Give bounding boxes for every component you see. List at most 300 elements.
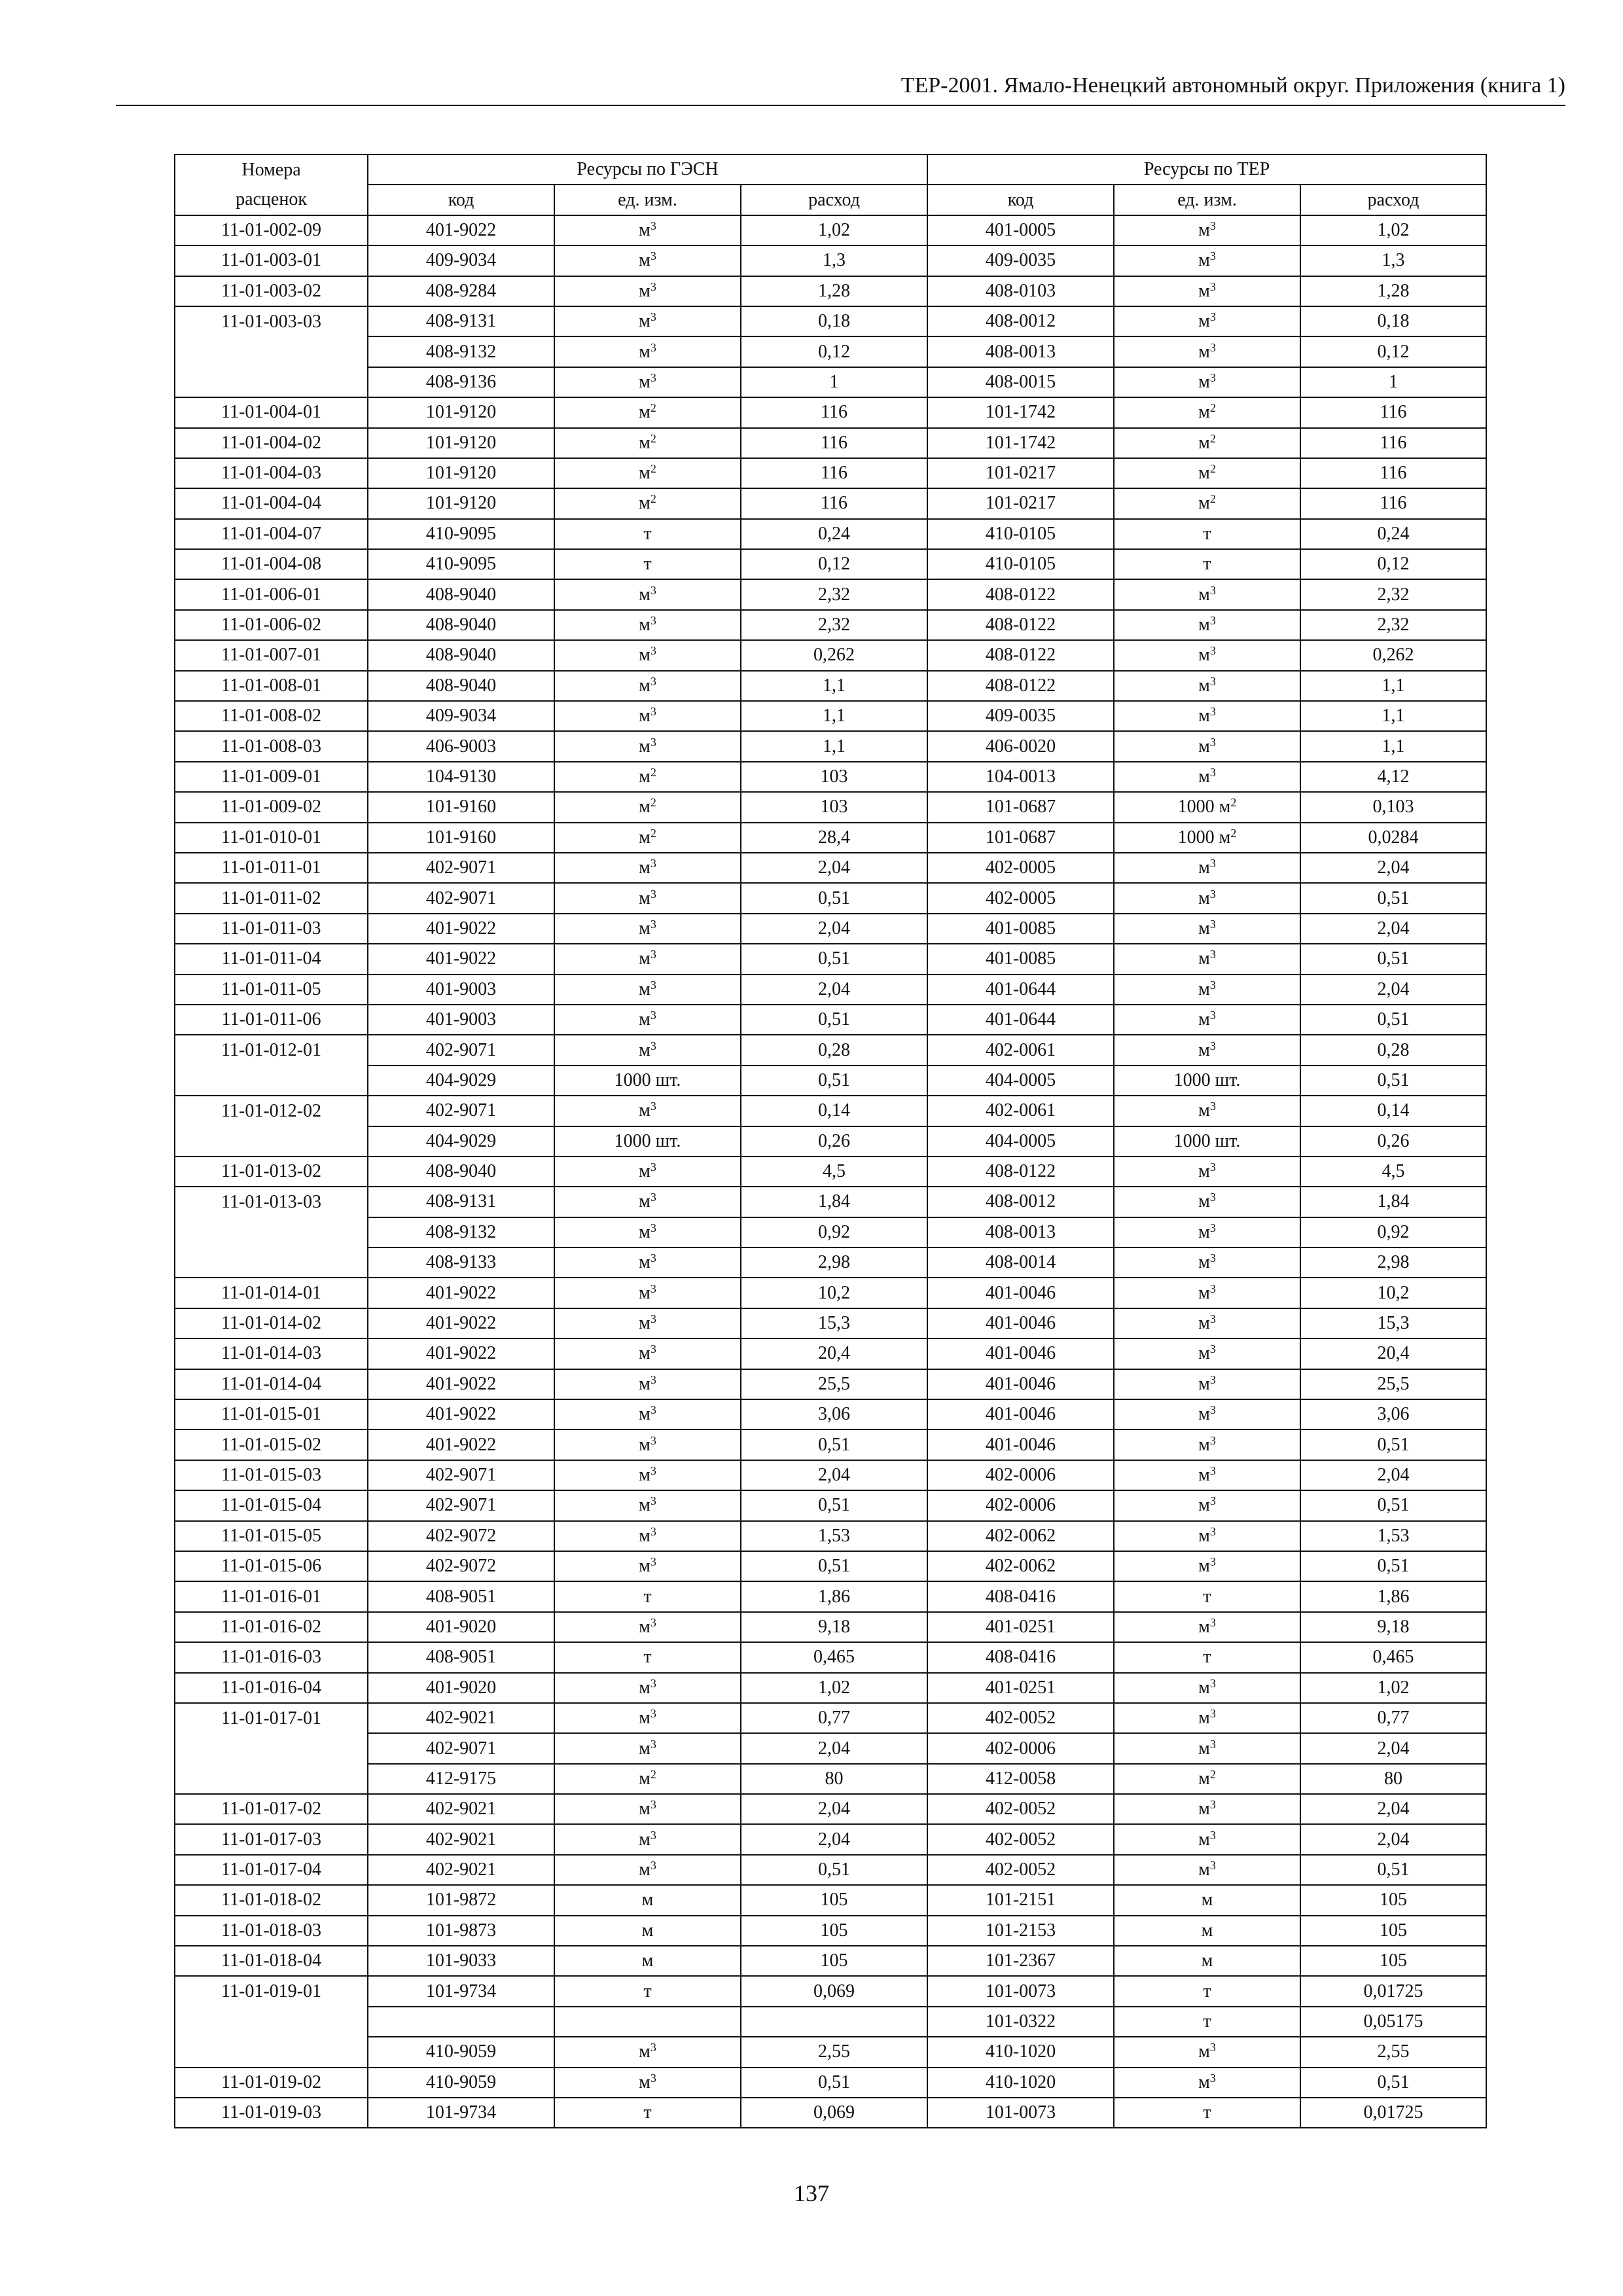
gesn-unit-cell: $м^3$: [554, 1703, 741, 1733]
rate-number-cell: [175, 1217, 368, 1247]
rate-number-cell: 11-01-015-04: [175, 1490, 368, 1520]
gesn-unit-cell: $м^3$: [554, 1429, 741, 1460]
gesn-consumption-cell: 2,32: [741, 610, 927, 640]
gesn-unit-cell: $м^3$: [554, 1490, 741, 1520]
ter-consumption-cell: 2,32: [1300, 579, 1486, 609]
unit-exponent: 3: [1209, 1312, 1216, 1326]
ter-consumption-cell: 105: [1300, 1946, 1486, 1976]
ter-consumption-cell: 1,1: [1300, 671, 1486, 701]
gesn-consumption-cell: 80: [741, 1764, 927, 1794]
col-header-gesn-unit: ед. изм.: [554, 185, 741, 215]
table-row: [175, 1278, 1486, 1308]
ter-unit-cell: $м^3$: [1114, 853, 1300, 883]
ter-consumption-cell: 1,3: [1300, 245, 1486, 276]
rate-number-cell: [175, 2037, 368, 2067]
gesn-consumption-cell: 1,1: [741, 701, 927, 731]
rate-number-cell: 11-01-015-01: [175, 1399, 368, 1429]
gesn-consumption-cell: 0,51: [741, 1551, 927, 1581]
gesn-code-cell: 402-9021: [368, 1794, 554, 1824]
rate-number-cell: 11-01-013-03: [175, 1187, 368, 1217]
gesn-consumption-cell: 1,02: [741, 215, 927, 245]
unit-exponent: 2: [1209, 431, 1216, 445]
gesn-unit-cell: $м^3$: [554, 1157, 741, 1187]
ter-unit-cell: $м^3$: [1114, 1703, 1300, 1733]
gesn-code-cell: 401-9022: [368, 1278, 554, 1308]
ter-code-cell: 408-0012: [927, 1187, 1114, 1217]
ter-unit-cell: т: [1114, 549, 1300, 579]
ter-unit-cell: $м^3$: [1114, 215, 1300, 245]
page-number: 137: [794, 2180, 829, 2206]
rate-number-cell: 11-01-019-02: [175, 2068, 368, 2098]
ter-unit-cell: $м^3$: [1114, 1460, 1300, 1490]
ter-code-cell: 101-2153: [927, 1916, 1114, 1946]
unit-exponent: 3: [650, 1372, 656, 1386]
ter-consumption-cell: 1,02: [1300, 215, 1486, 245]
gesn-consumption-cell: 103: [741, 792, 927, 822]
gesn-consumption-cell: 0,51: [741, 2068, 927, 2098]
unit-exponent: 3: [650, 1100, 656, 1113]
rate-number-cell: 11-01-016-01: [175, 1581, 368, 1611]
ter-code-cell: 410-1020: [927, 2037, 1114, 2067]
ter-code-cell: 401-0251: [927, 1612, 1114, 1642]
unit-exponent: 3: [1209, 1707, 1216, 1721]
gesn-code-cell: 101-9120: [368, 397, 554, 427]
rate-number-cell: 11-01-014-02: [175, 1308, 368, 1338]
gesn-unit-cell: $м^3$: [554, 336, 741, 367]
unit-exponent: 2: [1209, 401, 1216, 415]
gesn-code-cell: 401-9022: [368, 1399, 554, 1429]
ter-code-cell: 101-0073: [927, 2098, 1114, 2128]
unit-exponent: 3: [650, 614, 656, 628]
unit-exponent: 3: [1209, 249, 1216, 263]
ter-unit-cell: т: [1114, 519, 1300, 549]
unit-exponent: 3: [1209, 735, 1216, 749]
gesn-code-cell: 101-9160: [368, 792, 554, 822]
ter-unit-cell: $м^3$: [1114, 610, 1300, 640]
unit-exponent: 3: [1209, 1463, 1216, 1477]
gesn-unit-cell: $м^3$: [554, 1308, 741, 1338]
gesn-consumption-cell: 0,51: [741, 944, 927, 974]
gesn-code-cell: 408-9040: [368, 579, 554, 609]
gesn-unit-cell: 1000 шт.: [554, 1126, 741, 1157]
col-header-gesn-consumption: расход: [741, 185, 927, 215]
ter-code-cell: 408-0122: [927, 610, 1114, 640]
gesn-consumption-cell: 1,86: [741, 1581, 927, 1611]
ter-unit-cell: $м^3$: [1114, 1369, 1300, 1399]
ter-consumption-cell: 9,18: [1300, 1612, 1486, 1642]
gesn-unit-cell: $м^3$: [554, 1551, 741, 1581]
table-row: [175, 1187, 1486, 1217]
rate-number-cell: 11-01-006-01: [175, 579, 368, 609]
gesn-code-cell: 410-9095: [368, 549, 554, 579]
gesn-code-cell: 408-9040: [368, 610, 554, 640]
rate-number-cell: 11-01-015-06: [175, 1551, 368, 1581]
ter-consumption-cell: 116: [1300, 397, 1486, 427]
rate-number-cell: 11-01-014-03: [175, 1338, 368, 1369]
unit-exponent: 2: [650, 1767, 656, 1781]
gesn-consumption-cell: 116: [741, 488, 927, 518]
ter-code-cell: 401-0046: [927, 1429, 1114, 1460]
gesn-consumption-cell: 2,55: [741, 2037, 927, 2067]
gesn-code-cell: 401-9022: [368, 215, 554, 245]
unit-exponent: 3: [650, 674, 656, 688]
unit-exponent: 3: [1209, 310, 1216, 324]
ter-code-cell: 101-0322: [927, 2007, 1114, 2037]
gesn-consumption-cell: [741, 2007, 927, 2037]
ter-consumption-cell: 2,04: [1300, 1733, 1486, 1763]
table-row: [175, 519, 1486, 549]
unit-exponent: 3: [1209, 917, 1216, 931]
unit-exponent: 3: [650, 1312, 656, 1326]
gesn-unit-cell: $м^3$: [554, 1460, 741, 1490]
unit-exponent: 3: [650, 1342, 656, 1356]
ter-unit-cell: $м^3$: [1114, 2068, 1300, 2098]
gesn-unit-cell: $м^3$: [554, 215, 741, 245]
resources-table: [174, 154, 1487, 2128]
gesn-consumption-cell: 1,1: [741, 671, 927, 701]
table-row: [175, 1764, 1486, 1794]
gesn-code-cell: 408-9040: [368, 640, 554, 670]
gesn-code-cell: 410-9059: [368, 2068, 554, 2098]
rate-number-cell: 11-01-015-02: [175, 1429, 368, 1460]
ter-code-cell: 406-0020: [927, 731, 1114, 761]
gesn-consumption-cell: 1,84: [741, 1187, 927, 1217]
gesn-unit-cell: $м^2$: [554, 823, 741, 853]
unit-exponent: 3: [650, 1707, 656, 1721]
gesn-consumption-cell: 2,04: [741, 914, 927, 944]
gesn-consumption-cell: 2,04: [741, 1460, 927, 1490]
gesn-unit-cell: $м^2$: [554, 762, 741, 792]
ter-consumption-cell: 3,06: [1300, 1399, 1486, 1429]
table-row: [175, 2037, 1486, 2067]
rate-number-cell: 11-01-009-01: [175, 762, 368, 792]
ter-unit-cell: $м^3$: [1114, 944, 1300, 974]
ter-code-cell: 402-0005: [927, 883, 1114, 913]
gesn-unit-cell: $м^3$: [554, 1612, 741, 1642]
ter-consumption-cell: 2,55: [1300, 2037, 1486, 2067]
rate-number-cell: 11-01-019-03: [175, 2098, 368, 2128]
ter-consumption-cell: 105: [1300, 1885, 1486, 1915]
table-row: [175, 1612, 1486, 1642]
ter-unit-cell: $м^3$: [1114, 1794, 1300, 1824]
gesn-code-cell: 101-9734: [368, 2098, 554, 2128]
ter-consumption-cell: 0,01725: [1300, 1976, 1486, 2006]
group-header-gesn: Ресурсы по ГЭСН: [368, 154, 927, 185]
ter-unit-cell: $м^3$: [1114, 1096, 1300, 1126]
gesn-code-cell: 408-9051: [368, 1581, 554, 1611]
table-row: [175, 1005, 1486, 1035]
ter-consumption-cell: 0,12: [1300, 336, 1486, 367]
rate-number-cell: [175, 2007, 368, 2037]
unit-exponent: 3: [1209, 1615, 1216, 1629]
table-row: [175, 1217, 1486, 1247]
gesn-code-cell: 402-9021: [368, 1703, 554, 1733]
ter-consumption-cell: 0,51: [1300, 1429, 1486, 1460]
gesn-unit-cell: $м^3$: [554, 1673, 741, 1703]
gesn-code-cell: 401-9003: [368, 975, 554, 1005]
ter-unit-cell: $м^3$: [1114, 1551, 1300, 1581]
unit-exponent: 3: [650, 1009, 656, 1022]
ter-consumption-cell: 1: [1300, 367, 1486, 397]
ter-consumption-cell: 0,51: [1300, 1005, 1486, 1035]
unit-exponent: 3: [650, 1463, 656, 1477]
col-header-ter-code: код: [927, 185, 1114, 215]
gesn-consumption-cell: 0,12: [741, 549, 927, 579]
rate-number-cell: 11-01-003-01: [175, 245, 368, 276]
ter-consumption-cell: 4,5: [1300, 1157, 1486, 1187]
ter-unit-cell: $м^3$: [1114, 1673, 1300, 1703]
table-row: [175, 1157, 1486, 1187]
ter-code-cell: 408-0013: [927, 336, 1114, 367]
table-row: [175, 397, 1486, 427]
gesn-unit-cell: $м^3$: [554, 1278, 741, 1308]
gesn-unit-cell: $м^3$: [554, 610, 741, 640]
ter-consumption-cell: 0,18: [1300, 306, 1486, 336]
gesn-unit-cell: $м^3$: [554, 276, 741, 306]
gesn-unit-cell: $м^3$: [554, 1733, 741, 1763]
unit-exponent: 3: [1209, 1859, 1216, 1873]
rate-number-cell: 11-01-011-01: [175, 853, 368, 883]
unit-exponent: 3: [650, 644, 656, 658]
table-row: [175, 731, 1486, 761]
ter-code-cell: 408-0012: [927, 306, 1114, 336]
ter-unit-cell: $м^2$: [1114, 397, 1300, 427]
ter-code-cell: 401-0644: [927, 975, 1114, 1005]
ter-consumption-cell: 1,28: [1300, 276, 1486, 306]
unit-exponent: 3: [1209, 1160, 1216, 1174]
gesn-unit-cell: $м^3$: [554, 640, 741, 670]
ter-unit-cell: $м^3$: [1114, 1247, 1300, 1278]
unit-exponent: 3: [1209, 583, 1216, 597]
gesn-consumption-cell: 1,28: [741, 276, 927, 306]
ter-code-cell: 402-0052: [927, 1824, 1114, 1854]
ter-code-cell: 402-0061: [927, 1096, 1114, 1126]
ter-unit-cell: $м^3$: [1114, 1035, 1300, 1065]
gesn-consumption-cell: 105: [741, 1885, 927, 1915]
ter-consumption-cell: 0,0284: [1300, 823, 1486, 853]
ter-code-cell: 408-0013: [927, 1217, 1114, 1247]
rate-number-cell: 11-01-015-03: [175, 1460, 368, 1490]
ter-consumption-cell: 0,92: [1300, 1217, 1486, 1247]
unit-exponent: 2: [650, 796, 656, 810]
unit-exponent: 3: [650, 2071, 656, 2085]
unit-exponent: 3: [650, 1191, 656, 1204]
gesn-code-cell: 402-9071: [368, 1035, 554, 1065]
table-row: [175, 944, 1486, 974]
gesn-consumption-cell: 2,32: [741, 579, 927, 609]
ter-consumption-cell: 0,103: [1300, 792, 1486, 822]
unit-exponent: 3: [650, 1555, 656, 1569]
ter-code-cell: 101-0217: [927, 488, 1114, 518]
gesn-unit-cell: $м^2$: [554, 488, 741, 518]
table-row: [175, 1035, 1486, 1065]
rate-number-cell: 11-01-016-02: [175, 1612, 368, 1642]
ter-unit-cell: $м^3$: [1114, 1187, 1300, 1217]
gesn-unit-cell: $м^3$: [554, 914, 741, 944]
gesn-unit-cell: $м^3$: [554, 306, 741, 336]
rate-number-cell: 11-01-011-06: [175, 1005, 368, 1035]
unit-exponent: 2: [650, 462, 656, 476]
table-body: [175, 215, 1486, 2128]
rate-number-cell: [175, 336, 368, 367]
unit-exponent: 3: [1209, 1100, 1216, 1113]
gesn-unit-cell: $м^3$: [554, 2068, 741, 2098]
ter-code-cell: 101-0073: [927, 1976, 1114, 2006]
unit-exponent: 3: [650, 249, 656, 263]
ter-consumption-cell: 0,14: [1300, 1096, 1486, 1126]
rate-number-cell: 11-01-017-02: [175, 1794, 368, 1824]
ter-unit-cell: 1000 $м^2$: [1114, 823, 1300, 853]
gesn-code-cell: 101-9160: [368, 823, 554, 853]
gesn-code-cell: 412-9175: [368, 1764, 554, 1794]
rate-number-cell: 11-01-003-02: [175, 276, 368, 306]
ter-unit-cell: т: [1114, 2098, 1300, 2128]
ter-code-cell: 408-0015: [927, 367, 1114, 397]
gesn-consumption-cell: 3,06: [741, 1399, 927, 1429]
unit-exponent: 3: [1209, 1403, 1216, 1417]
ter-code-cell: 401-0005: [927, 215, 1114, 245]
unit-exponent: 3: [650, 917, 656, 931]
table-row: [175, 1581, 1486, 1611]
unit-exponent: 3: [650, 887, 656, 901]
ter-consumption-cell: 0,51: [1300, 2068, 1486, 2098]
gesn-code-cell: 404-9029: [368, 1066, 554, 1096]
gesn-unit-cell: $м^3$: [554, 1187, 741, 1217]
rate-number-cell: 11-01-004-02: [175, 428, 368, 458]
unit-exponent: 3: [650, 1798, 656, 1812]
table-row: [175, 458, 1486, 488]
ter-unit-cell: $м^3$: [1114, 1399, 1300, 1429]
rate-number-cell: 11-01-008-02: [175, 701, 368, 731]
unit-exponent: 3: [1209, 1342, 1216, 1356]
unit-exponent: 3: [1209, 2041, 1216, 2054]
ter-unit-cell: $м^3$: [1114, 276, 1300, 306]
gesn-consumption-cell: 2,04: [741, 1794, 927, 1824]
gesn-unit-cell: т: [554, 549, 741, 579]
gesn-unit-cell: $м^3$: [554, 853, 741, 883]
ter-unit-cell: $м^3$: [1114, 1490, 1300, 1520]
unit-exponent: 3: [1209, 1282, 1216, 1295]
unit-exponent: 3: [1209, 614, 1216, 628]
gesn-consumption-cell: 0,465: [741, 1642, 927, 1672]
gesn-code-cell: 401-9020: [368, 1673, 554, 1703]
rate-number-cell: 11-01-014-04: [175, 1369, 368, 1399]
ter-unit-cell: $м^3$: [1114, 701, 1300, 731]
table-row: [175, 428, 1486, 458]
ter-code-cell: 402-0052: [927, 1703, 1114, 1733]
ter-unit-cell: $м^2$: [1114, 458, 1300, 488]
gesn-consumption-cell: 0,14: [741, 1096, 927, 1126]
rate-number-cell: 11-01-010-01: [175, 823, 368, 853]
ter-code-cell: 409-0035: [927, 245, 1114, 276]
rate-number-cell: 11-01-013-02: [175, 1157, 368, 1187]
ter-unit-cell: т: [1114, 1581, 1300, 1611]
gesn-consumption-cell: 1,1: [741, 731, 927, 761]
table-row: [175, 914, 1486, 944]
unit-exponent: 3: [650, 978, 656, 992]
gesn-code-cell: 402-9072: [368, 1521, 554, 1551]
gesn-unit-cell: $м^3$: [554, 701, 741, 731]
ter-code-cell: 402-0052: [927, 1794, 1114, 1824]
col-header-numbers: Номера: [175, 154, 368, 185]
ter-unit-cell: $м^3$: [1114, 1005, 1300, 1035]
gesn-code-cell: 402-9071: [368, 1490, 554, 1520]
gesn-unit-cell: $м^3$: [554, 1855, 741, 1885]
unit-exponent: 3: [650, 705, 656, 719]
rate-number-cell: 11-01-017-03: [175, 1824, 368, 1854]
ter-consumption-cell: 0,77: [1300, 1703, 1486, 1733]
ter-unit-cell: $м^3$: [1114, 640, 1300, 670]
unit-exponent: 3: [1209, 1009, 1216, 1022]
gesn-consumption-cell: 2,04: [741, 1824, 927, 1854]
unit-exponent: 3: [650, 1282, 656, 1295]
ter-consumption-cell: 4,12: [1300, 762, 1486, 792]
gesn-consumption-cell: 0,77: [741, 1703, 927, 1733]
ter-unit-cell: $м^3$: [1114, 762, 1300, 792]
gesn-consumption-cell: 0,28: [741, 1035, 927, 1065]
table-row: [175, 306, 1486, 336]
table-row: [175, 1460, 1486, 1490]
ter-consumption-cell: 0,51: [1300, 883, 1486, 913]
gesn-code-cell: 401-9022: [368, 1429, 554, 1460]
gesn-unit-cell: $м^3$: [554, 1247, 741, 1278]
table-row: [175, 762, 1486, 792]
gesn-consumption-cell: 0,262: [741, 640, 927, 670]
ter-unit-cell: $м^3$: [1114, 975, 1300, 1005]
ter-unit-cell: $м^3$: [1114, 245, 1300, 276]
ter-code-cell: 412-0058: [927, 1764, 1114, 1794]
ter-consumption-cell: 116: [1300, 488, 1486, 518]
gesn-consumption-cell: 0,26: [741, 1126, 927, 1157]
gesn-unit-cell: т: [554, 1642, 741, 1672]
unit-exponent: 2: [1230, 796, 1237, 810]
unit-exponent: 3: [1209, 674, 1216, 688]
gesn-consumption-cell: 2,98: [741, 1247, 927, 1278]
group-header-ter: Ресурсы по ТЕР: [927, 154, 1486, 185]
gesn-code-cell: 401-9022: [368, 1308, 554, 1338]
ter-unit-cell: $м^3$: [1114, 914, 1300, 944]
ter-consumption-cell: 80: [1300, 1764, 1486, 1794]
ter-code-cell: 408-0122: [927, 640, 1114, 670]
gesn-code-cell: 410-9095: [368, 519, 554, 549]
ter-code-cell: 410-0105: [927, 519, 1114, 549]
gesn-code-cell: 402-9071: [368, 853, 554, 883]
unit-exponent: 3: [650, 1859, 656, 1873]
gesn-consumption-cell: 20,4: [741, 1338, 927, 1369]
gesn-unit-cell: $м^3$: [554, 731, 741, 761]
table-row: [175, 792, 1486, 822]
rate-number-cell: 11-01-007-01: [175, 640, 368, 670]
ter-consumption-cell: 0,262: [1300, 640, 1486, 670]
table-row: [175, 1733, 1486, 1763]
unit-exponent: 3: [1209, 1676, 1216, 1690]
table-row: [175, 488, 1486, 518]
ter-code-cell: 401-0046: [927, 1278, 1114, 1308]
ter-consumption-cell: 2,98: [1300, 1247, 1486, 1278]
rate-number-cell: [175, 1247, 368, 1278]
ter-code-cell: 402-0006: [927, 1733, 1114, 1763]
rate-number-cell: [175, 1066, 368, 1096]
gesn-code-cell: 408-9131: [368, 306, 554, 336]
ter-code-cell: 408-0416: [927, 1642, 1114, 1672]
unit-exponent: 3: [1209, 1251, 1216, 1265]
ter-consumption-cell: 1,02: [1300, 1673, 1486, 1703]
table-row: [175, 853, 1486, 883]
table-row: [175, 1673, 1486, 1703]
unit-exponent: 3: [650, 1615, 656, 1629]
gesn-code-cell: 401-9022: [368, 1369, 554, 1399]
ter-code-cell: 101-1742: [927, 428, 1114, 458]
